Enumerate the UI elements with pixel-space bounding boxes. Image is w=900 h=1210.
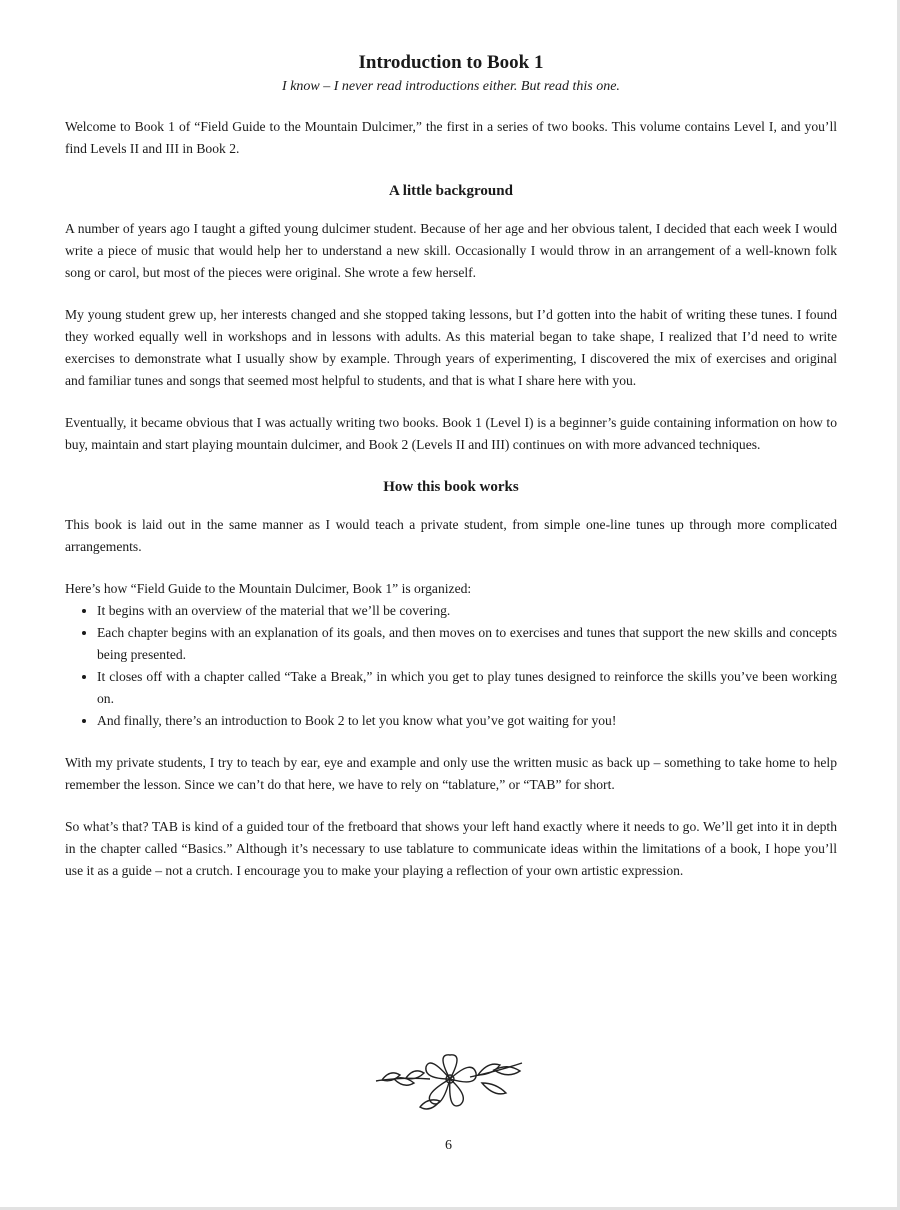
list-item: • And finally, there’s an introduction to Book 2 to let you know what you’ve got waiting for you!	[97, 710, 837, 732]
page-title: Introduction to Book 1	[358, 52, 544, 73]
background-paragraph: My young student grew up, her interests changed and she stopped taking lessons, but I’d gotten into the habit of writing these tunes. I found they worked equally well in workshops and in lessons with adults. As this material began to take shape, I realized that I’d need to write exercises to demonstrate what I usually show by example. Through years of experimenting, I discovered the mix of exercises and original and familiar tunes and songs that seemed most helpful to students, and that is what I share here with you.	[65, 307, 837, 388]
how-paragraph: This book is laid out in the same manner as I would teach a private student, from simple one-line tunes up through more complicated arrangements.	[65, 517, 837, 554]
intro-paragraph: Welcome to Book 1 of “Field Guide to the Mountain Dulcimer,” the first in a series of two books. This volume contains Level I, and you’ll find Levels II and III in Book 2.	[65, 119, 837, 156]
list-item: • Each chapter begins with an explanation of its goals, and then moves on to exercises and tunes that support the new skills and concepts being presented.	[97, 622, 837, 666]
how-heading: How this book works	[383, 479, 519, 495]
list-item: • It closes off with a chapter called “Take a Break,” in which you get to play tunes designed to reinforce the skills you’ve been working on.	[97, 666, 837, 710]
how-paragraph: So what’s that? TAB is kind of a guided tour of the fretboard that shows your left hand exactly where it needs to go. We’ll get into it in depth in the chapter called “Basics.” Although it’s necessary to use tablature to communicate ideas within the limitations of a book, I hope you’ll use it as a guide – not a crutch. I encourage you to make your playing a reflection of your own artistic expression.	[65, 819, 837, 878]
background-heading: A little background	[389, 183, 513, 199]
flower-ornament-icon	[370, 1045, 530, 1115]
organization-intro: Here’s how “Field Guide to the Mountain Dulcimer, Book 1” is organized:	[65, 581, 472, 596]
page-number: 6	[445, 1138, 452, 1153]
organization-list	[65, 600, 837, 732]
page-subtitle: I know – I never read introductions either. But read this one.	[282, 79, 620, 94]
list-item: • It begins with an overview of the material that we’ll be covering.	[97, 600, 837, 622]
how-paragraph: With my private students, I try to teach by ear, eye and example and only use the written music as back up – something to take home to help remember the lesson. Since we can’t do that here, we have to rely on “tablature,” or “TAB” for short.	[65, 755, 837, 792]
page-content	[65, 50, 837, 902]
background-paragraph: Eventually, it became obvious that I was actually writing two books. Book 1 (Level I) is a beginner’s guide containing information on how to buy, maintain and start playing mountain dulcimer, and Book 2 (Levels II and III) continues on with more advanced techniques.	[65, 415, 837, 452]
background-paragraph: A number of years ago I taught a gifted young dulcimer student. Because of her age and her obvious talent, I decided that each week I would write a piece of music that would help her to understand a new skill. Occasionally I would throw in an arrangement of a well-known folk song or carol, but most of the pieces were original. She wrote a few herself.	[65, 221, 837, 280]
